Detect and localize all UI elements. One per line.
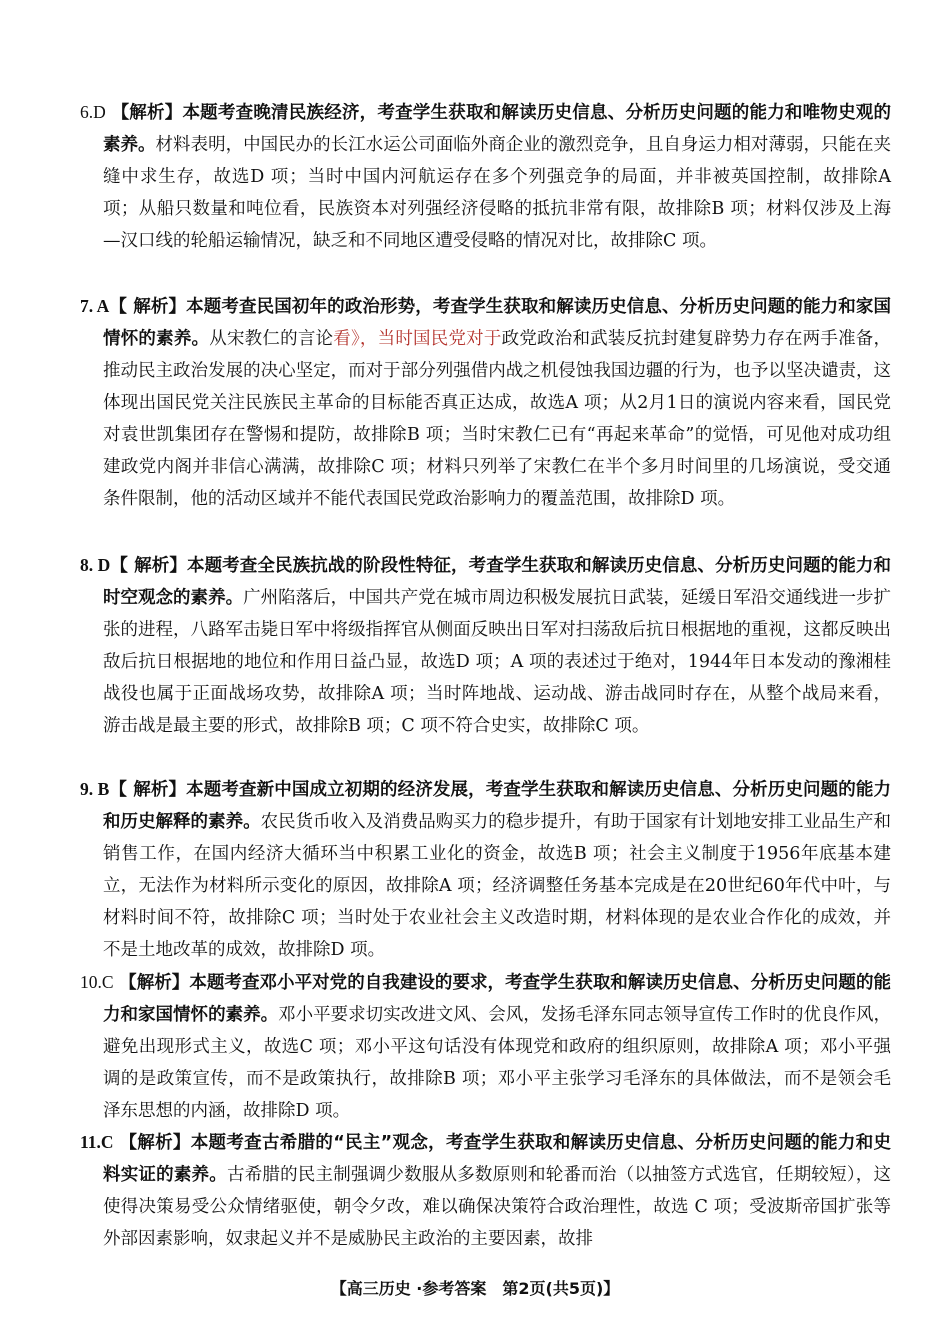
answer-7-body-highlight: 看》，当时国民党对于	[333, 329, 502, 349]
answer-7-body-pre: 从宋教仁的言论	[209, 329, 334, 349]
answer-9-lead: 本题考查新中国成立初期的经济发展，考查学生获取和解读历史信息、分析历史问题的能力和历史解释的素养。	[103, 780, 891, 832]
answer-8-lead: 本题考查全民族抗战的阶段性特征，考查学生获取和解读历史信息、分析历史问题的能力和时空观念的素养。	[103, 556, 892, 608]
answer-10-body: 邓小平要求切实改进文风、会风，发扬毛泽东同志领导宣传工作时的优良作风，避免出现形式主义，故选C 项；邓小平这句话没有体现党和政府的组织原则，故排除A 项；邓小平强调的是政策宣传，而不是政策执行，故排除B 项；邓小平主张学习毛泽东的具体做法，而不是领会毛泽东思想的内涵，故排除D 项。	[103, 1005, 892, 1121]
answer-9	[80, 773, 891, 966]
answer-7-body-post: 政党政治和武装反抗封建复辟势力存在两手准备，推动民主政治发展的决心坚定，而对于部分列强借内战之机侵蚀我国边疆的行为，也予以坚决谴责，这体现出国民党关注民族民主革命的目标能否真正达成，故选A 项；从2月1日的演说内容来看，国民党对袁世凯集团存在警惕和提防，故排除B 项；当时宋教仁已有“再起来革命”的觉悟，可见他对成功组建政党内阁并非信心满满，故排除C 项；材料只列举了宋教仁在半个多月时间里的几场演说，受交通条件限制，他的活动区域并不能代表国民党政治影响力的覆盖范围，故排除D 项。	[103, 329, 892, 509]
answer-10-lead: 本题考查邓小平对党的自我建设的要求，考查学生获取和解读历史信息、分析历史问题的能力和家国情怀的素养。	[103, 973, 891, 1025]
answer-7-lead: 本题考查民国初年的政治形势，考查学生获取和解读历史信息、分析历史问题的能力和家国情怀的素养。	[103, 297, 891, 349]
answer-11-tag: 【解析】	[119, 1133, 191, 1153]
answer-8-body: 广州陷落后，中国共产党在城市周边积极发展抗日武装，延缓日军沿交通线进一步扩张的进程，八路军击毙日军中将级指挥官从侧面反映出日军对扫荡敌后抗日根据地的重视，这都反映出敌后抗日根据地的地位和作用日益凸显，故选D 项；A 项的表述过于绝对，1944年日本发动的豫湘桂战役也属于正面战场攻势，故排除A 项；当时阵地战、运动战、游击战同时存在，从整个战局来看，游击战是最主要的形式，故排除B 项；C 项不符合史实，故排除C 项。	[103, 588, 892, 736]
answer-7	[80, 290, 891, 515]
answer-10-number: 10.C	[80, 972, 114, 992]
answer-10-tag: 【解析】	[119, 973, 190, 993]
answer-9-number: 9. B	[80, 779, 110, 799]
answer-6-tag: 【解析】	[111, 103, 183, 123]
answer-7-tag: 【 解析】	[109, 297, 187, 317]
answer-8-tag: 【 解析】	[110, 556, 187, 576]
page-footer: 【高三历史 ·参考答案 第2页(共5页)】	[330, 1279, 620, 1298]
answer-9-body: 农民货币收入及消费品购买力的稳步提升，有助于国家有计划地安排工业品生产和销售工作，在国内经济大循环当中积累工业化的资金，故选B 项；社会主义制度于1956年底基本建立，无法作为材料所示变化的原因，故排除A 项；经济调整任务基本完成是在20世纪60年代中叶，与材料时间不符，故排除C 项；当时处于农业社会主义改造时期，材料体现的是农业合作化的成效，并不是土地改革的成效，故排除D 项。	[103, 812, 892, 960]
answer-11-number: 11.C	[80, 1132, 114, 1152]
answer-6-body: 材料表明，中国民办的长江水运公司面临外商企业的激烈竞争，且自身运力相对薄弱，只能在夹缝中求生存，故选D 项；当时中国内河航运存在多个列强竞争的局面，并非被英国控制，故排除A 项；从船只数量和吨位看，民族资本对列强经济侵略的抵抗非常有限，故排除B 项；材料仅涉及上海—汉口线的轮船运输情况，缺乏和不同地区遭受侵略的情况对比，故排除C 项。	[103, 135, 892, 251]
answer-11	[80, 1126, 891, 1255]
answer-10	[80, 966, 891, 1127]
answer-6-lead: 本题考查晚清民族经济，考查学生获取和解读历史信息、分析历史问题的能力和唯物史观的素养。	[103, 103, 892, 155]
answer-11-body: 古希腊的民主制强调少数服从多数原则和轮番而治（以抽签方式选官，任期较短），这使得决策易受公众情绪驱使，朝令夕改，难以确保决策符合政治理性，故选 C 项；受波斯帝国扩张等外部因素影响，奴隶起义并不是威胁民主政治的主要因素，故排	[103, 1165, 892, 1249]
answer-6	[80, 96, 891, 257]
answer-9-tag: 【 解析】	[109, 780, 187, 800]
answer-6-number: 6.D	[80, 102, 106, 122]
answer-8-number: 8. D	[80, 555, 111, 575]
answer-7-number: 7. A	[80, 296, 110, 316]
answer-11-lead: 本题考查古希腊的“民主”观念，考查学生获取和解读历史信息、分析历史问题的能力和史料实证的素养。	[103, 1133, 892, 1185]
answer-8	[80, 549, 891, 742]
